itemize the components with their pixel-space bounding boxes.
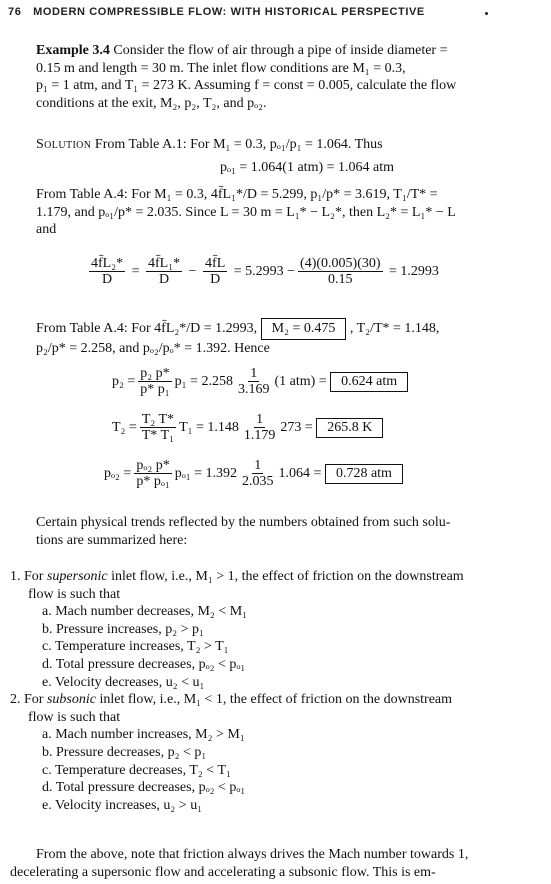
solution-label: Solution (36, 137, 92, 152)
solution-line-2c: and (36, 222, 57, 237)
example-line-2: 0.15 m and length = 30 m. The inlet flow conditions are M₁ = 0.3, (36, 60, 406, 76)
list-subitem: a. Mach number decreases, M₂ < M₁ (42, 604, 248, 620)
list-subitem: e. Velocity increases, u₂ > u₁ (42, 797, 203, 813)
solution-paragraph-3 (36, 318, 548, 357)
equation-po2: pₒ₂ = $\frac{\text{pₒ₂ p*}}{\text{p* pₒ₁}}$ pₒ₁ = 1.392 $\frac{1}{2.035}$ 1.064 = 0.728 atm (104, 458, 403, 489)
equation-result: = 1.2993 (389, 263, 439, 279)
list-subitem: c. Temperature increases, T₂ > T₁ (42, 639, 229, 655)
closing-paragraph-line-2: decelerating a supersonic flow and accelerating a subsonic flow. This is em- (10, 865, 436, 880)
boxed-result-m2: M₂ = 0.475 (261, 318, 347, 340)
boxed-result-p2: 0.624 atm (330, 372, 408, 392)
list-subitem: a. Mach number increases, M₂ > M₁ (42, 727, 245, 743)
equation-p2: p₂ = $\frac{\text{p₂ p*}}{\text{p* p₁}}$ p₁ = 2.258 $\frac{1}{3.169}$ (1 atm) = 0.624 atm (112, 366, 408, 397)
page-number: 76 (8, 6, 22, 18)
list-subitem: d. Total pressure decreases, pₒ₂ < pₒ₁ (42, 656, 246, 672)
list-subitem: b. Pressure decreases, p₂ < p₁ (42, 744, 207, 760)
equation-po1: pₒ₁ = 1.064(1 atm) = 1.064 atm (220, 160, 395, 175)
list-subitem: d. Total pressure decreases, pₒ₂ < pₒ₁ (42, 780, 246, 796)
solution-paragraph-2 (36, 186, 548, 239)
trends-intro: Certain physical trends reflected by the numbers obtained from such solu- tions are summarized here: (36, 515, 451, 548)
solution-line-2b: 1.179, and pₒ₁/p* = 2.035. Since L = 30 m = L₁* − L₂*, then L₂* = L₁* − L (36, 204, 456, 220)
equation-value: = 5.2993 − (233, 263, 296, 279)
solution-line-3a: From Table A.4: For 4f̄L₂*/D = 1.2993, M₂ = 0.475 , T₂/T* = 1.148, (36, 318, 548, 340)
boxed-result-po2: 0.728 atm (325, 464, 403, 484)
example-line-1: Example 3.4 Consider the flow of air through a pipe of inside diameter = (36, 43, 448, 58)
equation-friction-length: $\frac{\text{4f̄L₂*}}{D}$ = $\frac{\text{4f̄L₁*}}{D}$ − $\frac{4f̄L}{D}$ = 5.2993 − $\frac{(4)(0.005)(30)}{0.15}$ = 1.2993 (91, 256, 439, 287)
list-subitem: c. Temperature decreases, T₂ < T₁ (42, 762, 231, 778)
equation-T2: T₂ = $\frac{\text{T₂ T*}}{\text{T* T₁}}$ T₁ = 1.148 $\frac{1}{1.179}$ 273 = 265.8 K (112, 412, 383, 443)
fraction-term-2: $\frac{4f̄L}{D}$ (205, 256, 226, 287)
list-subitem: b. Pressure increases, p₂ > p₁ (42, 621, 204, 637)
solution-line-1: Solution From Table A.1: For M₁ = 0.3, pₒ₁/p₁ = 1.064. Thus (36, 137, 383, 152)
example-label: Example 3.4 (36, 43, 110, 58)
list-subitem: e. Velocity decreases, u₂ < u₁ (42, 674, 205, 690)
fraction-term-1: $\frac{\text{4f̄L₁*}}{D}$ (148, 256, 181, 287)
list-item: 2. For subsonic inlet flow, i.e., M₁ < 1, the effect of friction on the downstream (10, 692, 453, 708)
boxed-result-T2: 265.8 K (316, 418, 383, 438)
closing-paragraph: From the above, note that friction always drives the Mach number towards 1, (36, 847, 469, 862)
speck-mark (485, 12, 488, 15)
example-line-4: conditions at the exit, M₂, p₂, T₂, and pₒ₂. (36, 95, 267, 111)
running-title: MODERN COMPRESSIBLE FLOW: WITH HISTORICAL PERSPECTIVE (33, 6, 425, 18)
fraction-lhs: $\frac{\text{4f̄L₂*}}{D}$ (91, 256, 124, 287)
trends-list: 1. For supersonic inlet flow, i.e., M₁ > 1, the effect of friction on the downstream flow is such that a. Mach number decreases, M₂ < M₁ b. Pressure increases, p₂ > p₁ c. Temperature increases, T₂ > T₁ d. Total pressure decreases, pₒ₂ < pₒ₁ e. Velocity decreases, u₂ < u₁ 2. For subsonic inlet flow, i.e., M₁ < 1, the effect of friction on the downstream flow is such that a. Mach number increases, M₂ > M₁ b. Pressure decreases, p₂ < p₁ c. Temperature decreases, T₂ < T₁ d. Total pressure decreases, pₒ₂ < pₒ₁ e. Velocity increases, u₂ > u₁ (10, 568, 546, 814)
fraction-term-3: $\frac{(4)(0.005)(30)}{0.15}$ (300, 256, 381, 287)
list-item: 1. For supersonic inlet flow, i.e., M₁ > 1, the effect of friction on the downstream (10, 569, 464, 584)
solution-line-3c: p₂/p* = 2.258, and pₒ₂/pₒ* = 1.392. Hence (36, 340, 270, 356)
solution-line-2a: From Table A.4: For M₁ = 0.3, 4f̄L₁*/D = 5.299, p₁/p* = 3.619, T₁/T* = (36, 187, 438, 202)
running-header (8, 6, 425, 18)
example-line-3: p₁ = 1 atm, and T₁ = 273 K. Assuming f = const = 0.005, calculate the flow (36, 78, 457, 93)
example-statement (36, 42, 546, 112)
